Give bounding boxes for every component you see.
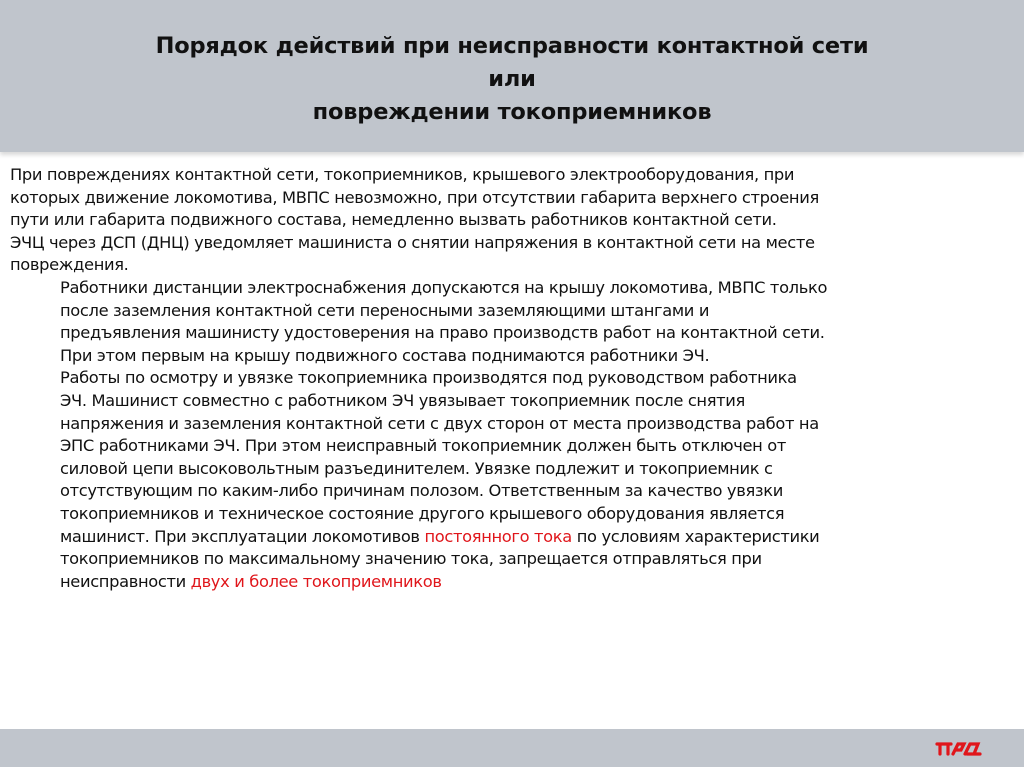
text-line: токоприемников и техническое состояние другого крышевого оборудования является	[60, 503, 785, 523]
text-line: предъявления машинисту удостоверения на право производств работ на контактной сети.	[60, 323, 825, 343]
text-line: ЭЧ. Машинист совместно с работником ЭЧ увязывает токоприемник после снятия	[60, 390, 745, 410]
text-line: отсутствующим по каким-либо причинам полозом. Ответственным за качество увязки	[60, 481, 783, 501]
highlighted-text: двух и более токоприемников	[190, 571, 442, 591]
text-line	[60, 571, 1020, 594]
title-line: или	[488, 66, 536, 92]
text-line: после заземления контактной сети переносными заземляющими штангами и	[60, 300, 710, 320]
title-line: повреждении токоприемников	[312, 99, 712, 125]
text-line: напряжения и заземления контактной сети с двух сторон от места производства работ на	[60, 413, 819, 433]
slide-footer	[0, 729, 1024, 767]
paragraph-1	[10, 164, 1020, 277]
text-line: Работы по осмотру и увязке токоприемника производятся под руководством работника	[60, 368, 797, 388]
title-line: Порядок действий при неисправности контактной сети	[155, 33, 869, 59]
text-line: токоприемников по максимальному значению тока, запрещается отправляться при	[60, 549, 762, 569]
rzd-logo-icon	[934, 737, 984, 759]
highlighted-text: постоянного тока	[424, 526, 572, 546]
text-line: силовой цепи высоковольтным разъединителем. Увязке подлежит и токоприемник с	[60, 458, 773, 478]
text-line: При повреждениях контактной сети, токоприемников, крышевого электрооборудования, при	[10, 165, 795, 184]
text-line: При этом первым на крышу подвижного состава поднимаются работники ЭЧ.	[60, 345, 710, 365]
text-segment: неисправности	[60, 571, 191, 591]
text-line: ЭЧЦ через ДСП (ДНЦ) уведомляет машиниста о снятии напряжения в контактной сети на месте	[10, 232, 815, 252]
slide-header	[0, 0, 1024, 152]
slide-title	[0, 30, 1024, 129]
text-line: ЭПС работниками ЭЧ. При этом неисправный токоприемник должен быть отключен от	[60, 436, 787, 456]
text-line: которых движение локомотива, МВПС невозможно, при отсутствии габарита верхнего строения	[10, 187, 819, 207]
text-line: повреждения.	[10, 255, 129, 275]
text-line	[60, 526, 1020, 549]
slide-body	[10, 164, 1020, 593]
text-line: Работники дистанции электроснабжения допускаются на крышу локомотива, МВПС только	[60, 277, 828, 297]
paragraph-2	[10, 277, 1020, 593]
text-line: пути или габарита подвижного состава, немедленно вызвать работников контактной сети.	[10, 210, 777, 230]
text-segment: по условиям характеристики	[571, 526, 820, 546]
text-segment: машинист. При эксплуатации локомотивов	[60, 526, 425, 546]
